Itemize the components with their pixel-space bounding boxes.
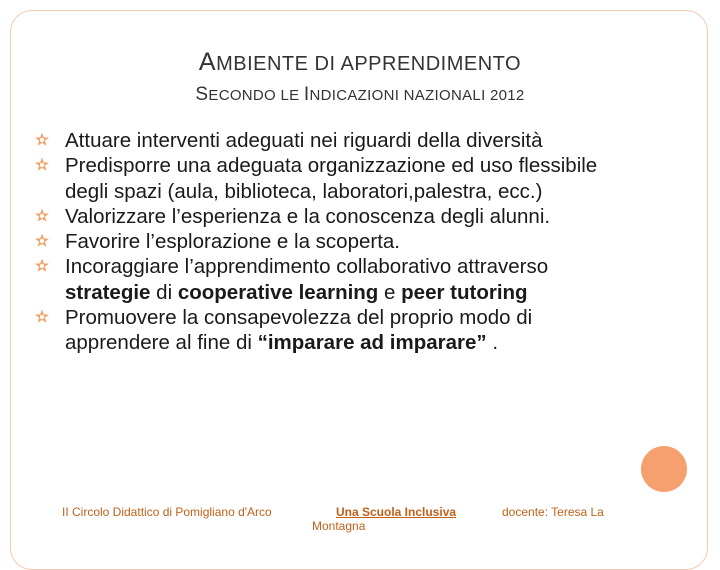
bullet-text: . bbox=[486, 331, 499, 355]
bullet-text: Attuare interventi adeguati nei riguardi della diversità bbox=[65, 129, 543, 152]
footer-teacher-continued: Montagna bbox=[312, 519, 366, 533]
bold-term: cooperative learning bbox=[177, 280, 379, 304]
bullet-text: Valorizzare l’esperienza e la conoscenza degli alunni. bbox=[65, 204, 551, 228]
slide-title: AMBIENTE DI APPRENDIMENTO bbox=[198, 48, 522, 76]
bold-term: strategie bbox=[65, 280, 151, 304]
bullet-item bbox=[34, 229, 634, 254]
gear-star-icon bbox=[34, 309, 50, 325]
decorative-orange-circle bbox=[641, 446, 687, 492]
bullet-item bbox=[34, 153, 634, 204]
bullet-text: e bbox=[378, 280, 402, 304]
gear-star-icon bbox=[34, 258, 50, 274]
bullet-text: di bbox=[150, 280, 178, 304]
bullet-text: Predisporre una adeguata organizzazione ed uso flessibile degli spazi (aula, biblioteca, laboratori,palestra, ecc.) bbox=[65, 154, 598, 203]
slide-footer bbox=[0, 505, 720, 535]
bullet-text: Promuovere la consapevolezza del proprio modo di apprendere al fine di bbox=[65, 306, 533, 355]
bold-term: “imparare ad imparare” bbox=[257, 331, 487, 355]
bullet-item bbox=[34, 254, 634, 305]
footer-teacher: docente: Teresa La bbox=[502, 505, 604, 519]
bold-term: peer tutoring bbox=[401, 280, 528, 304]
slide-subtitle: SECONDO LE INDICAZIONI NAZIONALI 2012 bbox=[195, 84, 525, 105]
footer-school: II Circolo Didattico di Pomigliano d'Arco bbox=[62, 505, 272, 519]
bullet-text: Incoraggiare l’apprendimento collaborativo attraverso bbox=[65, 255, 549, 279]
gear-star-icon bbox=[34, 208, 50, 224]
gear-star-icon bbox=[34, 132, 50, 148]
bullet-list bbox=[34, 128, 634, 356]
bullet-text: Favorire l’esplorazione e la scoperta. bbox=[65, 230, 400, 254]
footer-project-link[interactable]: Una Scuola Inclusiva bbox=[336, 505, 457, 519]
bullet-item bbox=[34, 305, 634, 356]
bullet-item bbox=[34, 204, 634, 229]
gear-star-icon bbox=[34, 233, 50, 249]
bullet-item bbox=[34, 128, 634, 153]
gear-star-icon bbox=[34, 157, 50, 173]
